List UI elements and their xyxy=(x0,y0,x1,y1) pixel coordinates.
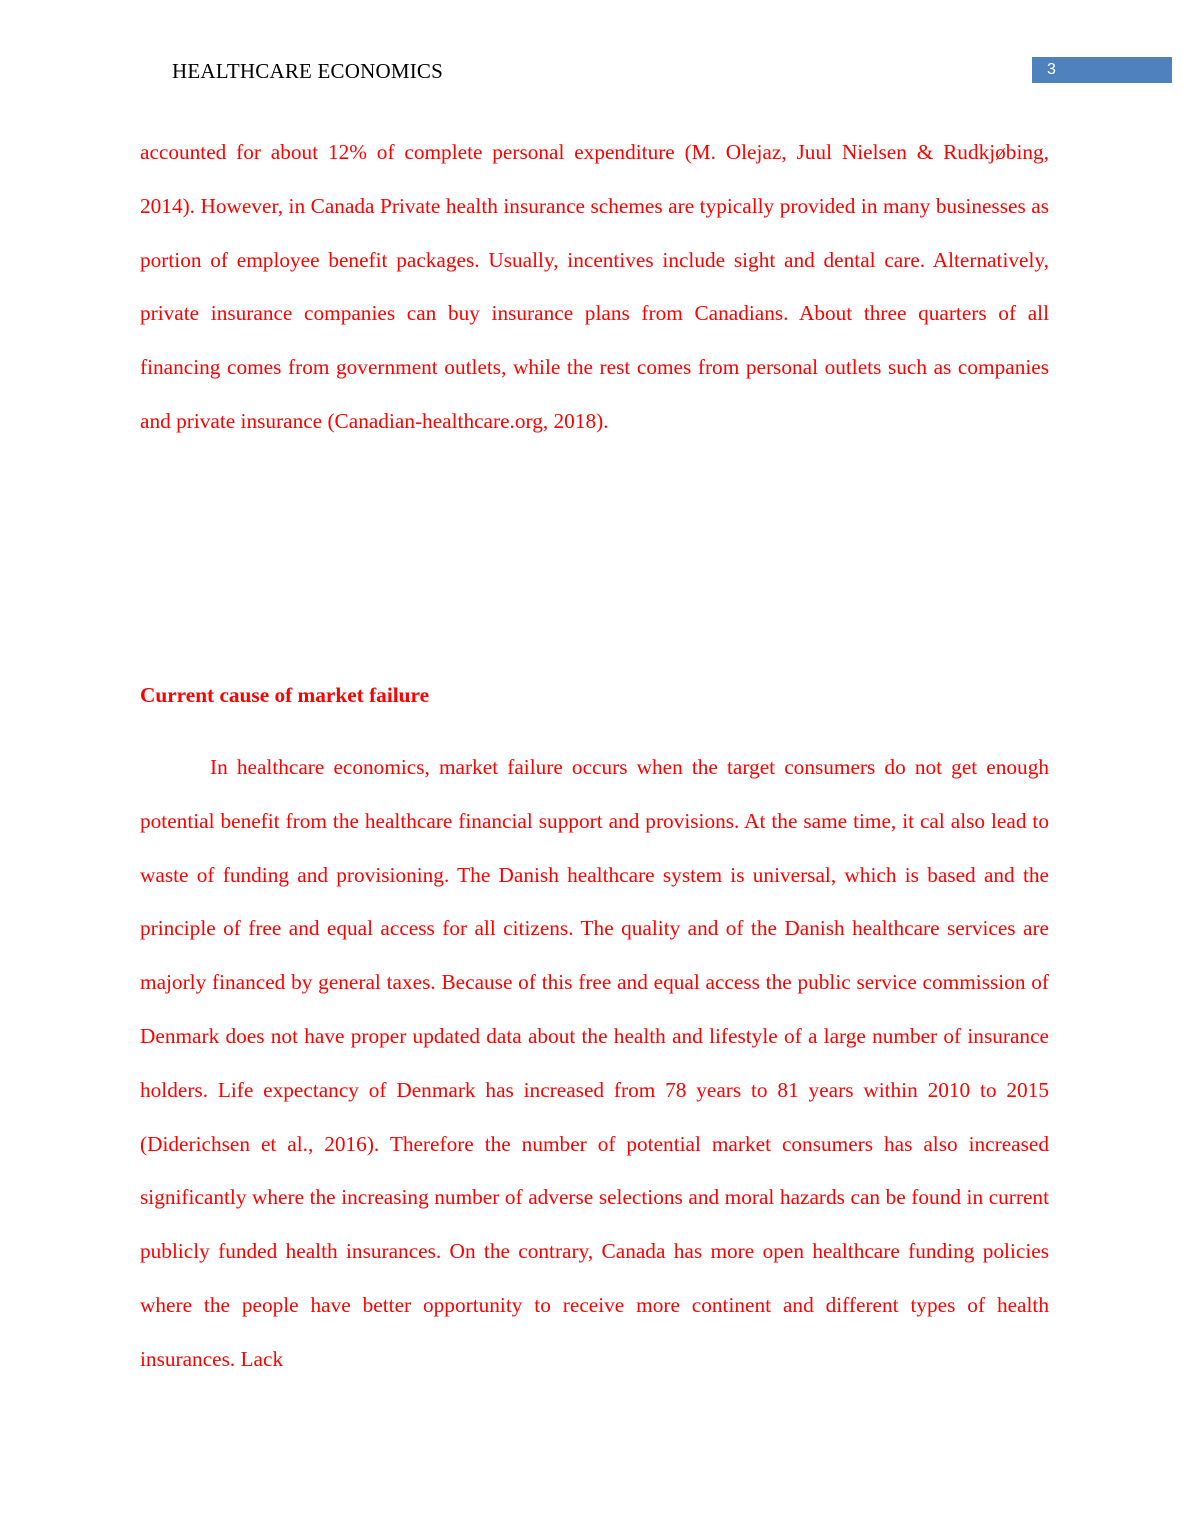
running-head: HEALTHCARE ECONOMICS xyxy=(172,59,443,83)
section-heading: Current cause of market failure xyxy=(140,683,430,707)
body-paragraph-2: In healthcare economics, market failure occurs when the target consumers do not get enough potential benefit from the healthcare financial support and provisions. At the same time, it cal also lead to waste of funding and provisioning. The Danish healthcare system is universal, which is based and the principle of free and equal access for all citizens. The quality and of the Danish healthcare services are majorly financed by general taxes. Because of this free and equal access the public service commission of Denmark does not have proper updated data about the health and lifestyle of a large number of insurance holders. Life expectancy of Denmark has increased from 78 years to 81 years within 2010 to 2015 (Diderichsen et al., 2016). Therefore the number of potential market consumers has also increased significantly where the increasing number of adverse selections and moral hazards can be found in current publicly funded health insurances. On the contrary, Canada has more open healthcare funding policies where the people have better opportunity to receive more continent and different types of health insurances. Lack xyxy=(140,755,1049,1371)
page-number: 3 xyxy=(1047,61,1056,78)
page-number-box xyxy=(1032,57,1172,83)
body-paragraph-1: accounted for about 12% of complete personal expenditure (M. Olejaz, Juul Nielsen & Rudkjøbing, 2014). However, in Canada Private health insurance schemes are typically provided in many businesses as portion of employee benefit packages. Usually, incentives include sight and dental care. Alternatively, private insurance companies can buy insurance plans from Canadians. About three quarters of all financing comes from government outlets, while the rest comes from personal outlets such as companies and private insurance (Canadian-healthcare.org, 2018). xyxy=(140,140,1049,433)
